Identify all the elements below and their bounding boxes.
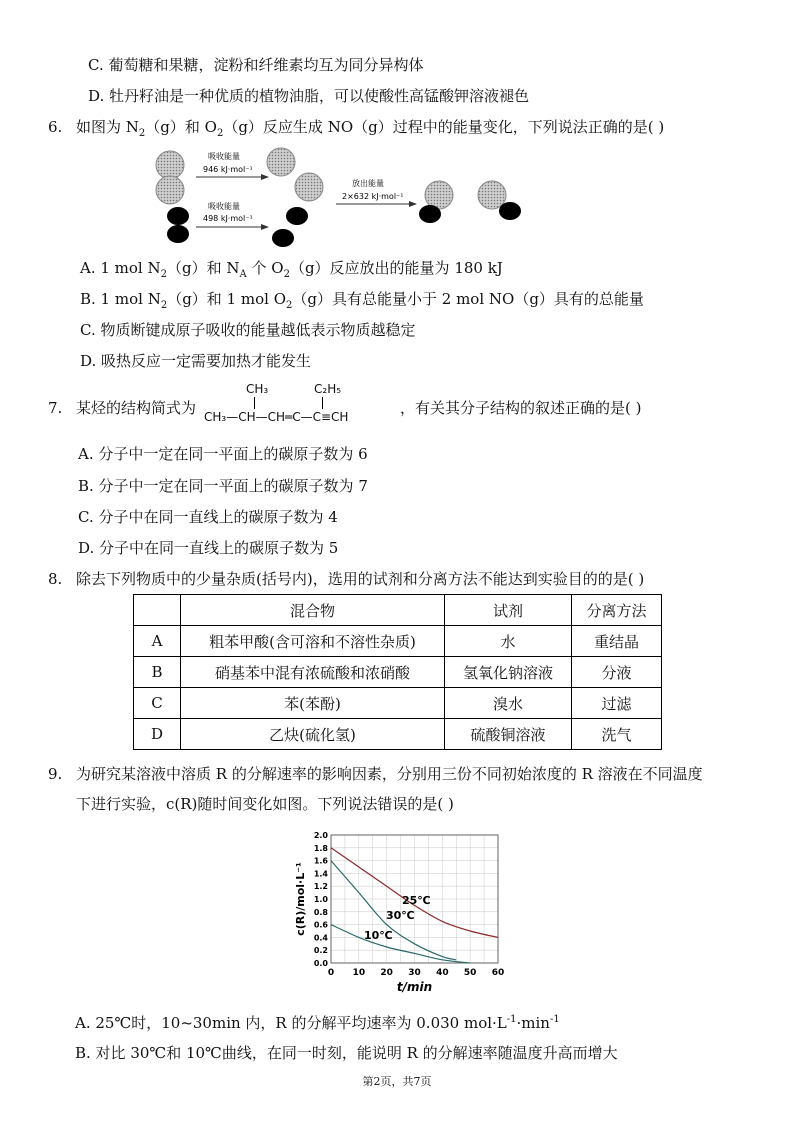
- q6-number: 6.: [48, 118, 63, 136]
- formula-main: CH₃—CH—CH═C—C≡CH: [204, 410, 349, 424]
- table-row: [134, 719, 662, 750]
- x-tick-label: 30: [408, 968, 421, 978]
- q7-number: 7.: [48, 399, 63, 417]
- q6-option-a: A. 1 mol $N_2(g)$和 $N_A$ 个 $O_2(g)$反应放出的能量为 180 kJ: [80, 259, 503, 280]
- table-cell: 洗气: [572, 719, 662, 750]
- table-cell: 粗苯甲酸(含可溶和不溶性杂质): [181, 626, 445, 657]
- release-value: 2×632 kJ·mol⁻¹: [342, 192, 404, 201]
- y-tick-label: 1.2: [313, 882, 328, 892]
- table-cell: 硝基苯中混有浓硫酸和浓硝酸: [181, 657, 445, 688]
- formula-top-ch3: CH₃: [246, 382, 269, 396]
- table-cell: C: [134, 688, 181, 719]
- y-tick-label: 0.6: [313, 920, 328, 930]
- n-atom: [425, 181, 453, 209]
- o-atom: [499, 202, 521, 220]
- y-tick-label: 1.6: [313, 856, 328, 866]
- q7-stem-post: ，有关其分子结构的叙述正确的是( ): [400, 399, 642, 417]
- release-label: 放出能量: [352, 179, 384, 188]
- energy-diagram: [148, 145, 533, 250]
- q7-stem-pre: 某烃的结构简式为: [76, 399, 197, 417]
- q9-stem-line1: 为研究某溶液中溶质 R 的分解速率的影响因素，分别用三份不同初始浓度的 R 溶液在不同温度: [76, 765, 703, 783]
- structural-formula: [204, 382, 394, 428]
- y-tick-label: 0.2: [313, 946, 328, 956]
- y-tick-label: 0.4: [313, 933, 328, 943]
- o-atom: [286, 207, 308, 225]
- x-tick-label: 40: [436, 968, 449, 978]
- table-header: [134, 595, 181, 626]
- series-label: 30℃: [386, 909, 415, 922]
- q6-stem: 如图为 $N_2(g)$和 $O_2(g)$反应生成 NO（g）过程中的能量变化，下列说法正确的是( ): [76, 118, 665, 139]
- absorb-value-2: 498 kJ·mol⁻¹: [203, 214, 253, 223]
- y-tick-label: 2.0: [313, 831, 328, 840]
- q7-option-b: B. 分子中一定在同一平面上的碳原子数为 7: [78, 477, 368, 495]
- table-header: 分离方法: [572, 595, 662, 626]
- absorb-label-1: 吸收能量: [208, 152, 240, 161]
- n-atom: [478, 181, 506, 209]
- x-tick-label: 60: [491, 968, 505, 978]
- absorb-label-2: 吸收能量: [208, 202, 240, 211]
- q6-option-c: C. 物质断键成原子吸收的能量越低表示物质越稳定: [80, 321, 416, 339]
- q5-option-d: D. 牡丹籽油是一种优质的植物油脂，可以使酸性高锰酸钾溶液褪色: [88, 87, 530, 105]
- formula-bond-1: [254, 397, 255, 409]
- q7-option-d: D. 分子中在同一直线上的碳原子数为 5: [78, 539, 339, 557]
- table-row: [134, 688, 662, 719]
- table-cell: 硫酸铜溶液: [445, 719, 572, 750]
- q9-number: 9.: [48, 765, 63, 783]
- y-tick-label: 1.8: [313, 843, 328, 853]
- q8-stem: 除去下列物质中的少量杂质(括号内)，选用的试剂和分离方法不能达到实验目的的是( ): [76, 570, 645, 588]
- table-cell: A: [134, 626, 181, 657]
- n-atom: [156, 151, 184, 179]
- y-axis-label: c(R)/mol·L⁻¹: [294, 862, 307, 936]
- o-atom: [272, 229, 294, 247]
- table-cell: 氢氧化钠溶液: [445, 657, 572, 688]
- table-header: 混合物: [181, 595, 445, 626]
- table-header-row: [134, 595, 662, 626]
- table-cell: 乙炔(硫化氢): [181, 719, 445, 750]
- x-axis-label: t/min: [396, 980, 433, 994]
- q9-stem-line2: 下进行实验，c(R)随时间变化如图。下列说法错误的是( ): [76, 795, 454, 813]
- y-tick-label: 1.4: [313, 869, 328, 879]
- table-cell: 分液: [572, 657, 662, 688]
- q9-option-b: B. 对比 30℃和 10℃曲线，在同一时刻，能说明 R 的分解速率随温度升高而增大: [75, 1044, 618, 1062]
- mixture-table: [133, 594, 662, 750]
- y-tick-label: 0.0: [313, 959, 328, 968]
- q6-option-b: B. 1 mol $N_2(g)$和 1 mol $O_2(g)$具有总能量小于 2 mol NO（g）具有的总能量: [80, 290, 644, 311]
- y-tick-label: 1.0: [313, 895, 328, 904]
- q5-option-c: C. 葡萄糖和果糖，淀粉和纤维素均互为同分异构体: [88, 56, 424, 74]
- page-footer: 第2页，共7页: [362, 1075, 432, 1088]
- table-cell: 水: [445, 626, 572, 657]
- table-cell: 苯(苯酚): [181, 688, 445, 719]
- formula-top-c2h5: C₂H₅: [314, 382, 342, 396]
- table-cell: 重结晶: [572, 626, 662, 657]
- o-atom: [167, 225, 189, 243]
- table-row: [134, 626, 662, 657]
- q7-option-a: A. 分子中一定在同一平面上的碳原子数为 6: [78, 445, 368, 463]
- table-row: [134, 657, 662, 688]
- o-atom: [419, 205, 441, 223]
- series-label: 25℃: [402, 894, 431, 907]
- x-tick-label: 50: [463, 968, 477, 978]
- series-label: 10℃: [364, 929, 393, 942]
- x-tick-label: 0: [327, 968, 335, 978]
- x-tick-label: 20: [380, 968, 393, 978]
- n-atom: [267, 148, 295, 176]
- y-tick-label: 0.8: [313, 907, 328, 917]
- table-header: 试剂: [445, 595, 572, 626]
- table-cell: 溴水: [445, 688, 572, 719]
- q9-option-a: A. 25℃时，10~30min 内，R 的分解平均速率为 0.030 $mol\cdot L^{-1}\cdot\min^{-1}$: [75, 1014, 560, 1032]
- n-atom: [156, 176, 184, 204]
- absorb-value-1: 946 kJ·mol⁻¹: [203, 165, 253, 174]
- q8-number: 8.: [48, 570, 63, 588]
- formula-bond-2: [322, 397, 323, 409]
- o-atom: [167, 207, 189, 225]
- concentration-chart: [290, 826, 510, 998]
- n-atom: [295, 173, 323, 201]
- q7-option-c: C. 分子中在同一直线上的碳原子数为 4: [78, 508, 338, 526]
- table-cell: D: [134, 719, 181, 750]
- x-tick-label: 10: [352, 968, 366, 978]
- q6-option-d: D. 吸热反应一定需要加热才能发生: [80, 352, 312, 370]
- table-cell: 过滤: [572, 688, 662, 719]
- table-cell: B: [134, 657, 181, 688]
